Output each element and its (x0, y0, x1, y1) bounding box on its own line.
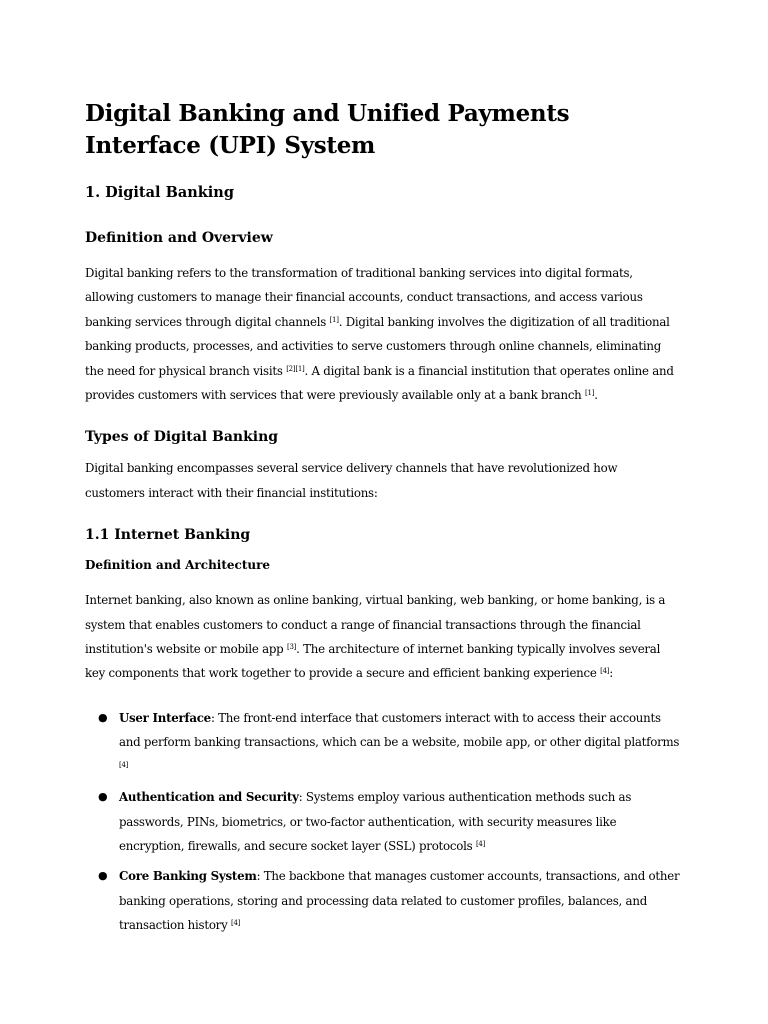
subsection-heading-types: Types of Digital Banking (85, 429, 279, 446)
paragraph-text: Internet banking, also known as online banking, virtual banking, web banking, or home banking, is a system that enables customers to conduct a range of financial transactions through the financial institution's website or mobile app (85, 593, 666, 657)
list-item (85, 706, 680, 779)
citation-ref[interactable]: [4] (475, 839, 486, 848)
paragraph-text: . A digital bank is a financial institution that operates online and provides customers with services that were previously available only at a bank branch (85, 363, 674, 403)
bullet-icon: ● (98, 869, 108, 883)
paragraph-text: . The architecture of internet banking typically involves several key components that work together to provide a secure and efficient banking experience (85, 642, 661, 681)
citation-ref[interactable]: [4] (231, 919, 241, 928)
section-heading-internet-banking: 1.1 Internet Banking (85, 527, 251, 544)
citation-ref[interactable]: [1] (585, 389, 595, 398)
list-item-term: Authentication and Security (119, 790, 299, 805)
document-title: Digital Banking and Unified Payments Interface (UPI) System (85, 100, 570, 159)
list-item-term: Core Banking System (119, 869, 257, 884)
section-heading-digital-banking: 1. Digital Banking (85, 184, 234, 201)
list-item (85, 785, 680, 858)
citation-ref[interactable]: [1] (329, 315, 339, 324)
list-item-term: User Interface (119, 710, 211, 725)
list-item-text: : The backbone that manages customer accounts, transactions, and other banking operations, storing and processing data related to customer profiles, balances, and transaction history (119, 869, 680, 933)
citation-ref[interactable]: [3] (286, 643, 297, 652)
bullet-list (85, 706, 680, 938)
list-item-text: : Systems employ various authentication methods such as passwords, PINs, biometrics, or two-factor authentication, with security measures like encryption, firewalls, and secure socket layer (SSL) protocols (119, 790, 632, 853)
subsection-heading-definition-architecture: Definition and Architecture (85, 558, 271, 573)
citation-ref[interactable]: [2][1] (286, 364, 305, 373)
paragraph-types: Digital banking encompasses several service delivery channels that have revolutionized how customers interact with their financial institutions: (85, 461, 618, 500)
paragraph-internet-banking (85, 588, 680, 686)
list-item-text: : The front-end interface that customers interact with to access their accounts and perform banking transactions, which can be a website, mobile app, or other digital platforms (119, 710, 680, 750)
list-item (85, 864, 680, 937)
citation-ref[interactable]: [4] (119, 760, 129, 769)
citation-ref[interactable]: [4] (600, 667, 610, 676)
bullet-icon: ● (98, 710, 108, 724)
paragraph-text: Digital banking refers to the transformation of traditional banking services into digital formats, allowing customers to manage their financial accounts, conduct transactions, and access various banking services through digital channels (85, 266, 643, 329)
paragraph-text: . Digital banking involves the digitization of all traditional banking products, processes, and activities to serve customers through online channels, eliminating the need for physical branch visits (85, 314, 670, 378)
subsection-heading-definition-overview: Definition and Overview (85, 230, 273, 246)
paragraph-text: . (594, 388, 598, 403)
paragraph-definition (85, 261, 680, 407)
paragraph-text: : (609, 666, 614, 681)
bullet-icon: ● (98, 790, 108, 804)
